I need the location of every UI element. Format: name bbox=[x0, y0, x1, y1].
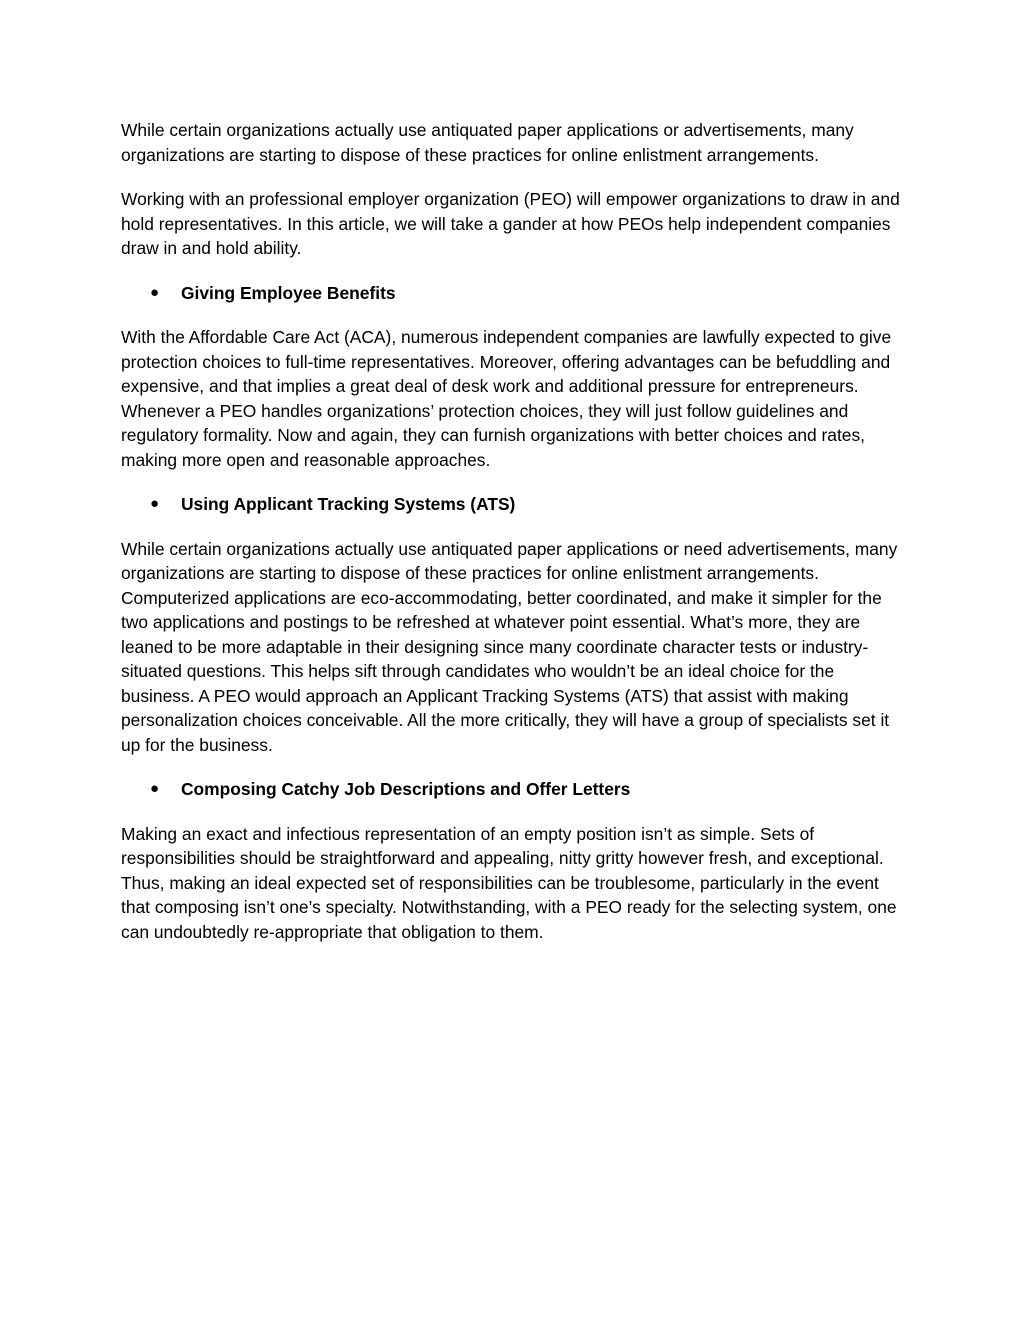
document-page bbox=[121, 118, 911, 964]
job-descriptions-paragraph: Making an exact and infectious representation of an empty position isn’t as simple. Sets of responsibilities should be straightforward and appealing, nitty gritty however fresh, and exceptional. Thus, making an ideal expected set of responsibilities can be troublesome, particularly in the event that composing isn’t one’s specialty. Notwithstanding, with a PEO ready for the selecting system, one can undoubtedly re-appropriate that obligation to them. bbox=[121, 823, 897, 942]
ats-paragraph: While certain organizations actually use antiquated paper applications or need advertisements, many organizations are starting to dispose of these practices for online enlistment arrangements. Computerized applications are eco-accommodating, better coordinated, and make it simpler for the two applications and postings to be refreshed at whatever point essential. What’s more, they are leaned to be more adaptable in their designing since many coordinate character tests or industry-situated questions. This helps sift through candidates who wouldn’t be an ideal choice for the business. A PEO would approach an Applicant Tracking Systems (ATS) that assist with making personalization choices conceivable. All the more critically, they will have a group of specialists set it up for the business. bbox=[121, 538, 898, 755]
heading-applicant-tracking bbox=[121, 492, 911, 517]
benefits-paragraph: With the Affordable Care Act (ACA), numerous independent companies are lawfully expected to give protection choices to full-time representatives. Moreover, offering advantages can be befuddling and expensive, and that implies a great deal of desk work and additional pressure for entrepreneurs. Whenever a PEO handles organizations’ protection choices, they will just follow guidelines and regulatory formality. Now and again, they can furnish organizations with better choices and rates, making more open and reasonable approaches. bbox=[121, 327, 892, 470]
bullet-icon: ● bbox=[150, 780, 160, 797]
intro-paragraph: While certain organizations actually use antiquated paper applications or advertisements, many organizations are starting to dispose of these practices for online enlistment arrangements. bbox=[121, 120, 854, 165]
bullet-icon: ● bbox=[150, 283, 160, 301]
heading-text: Giving Employee Benefits bbox=[181, 282, 396, 303]
heading-job-descriptions bbox=[121, 777, 911, 802]
peo-overview-paragraph: Working with an professional employer organization (PEO) will empower organizations to draw in and hold representatives. In this article, we will take a gander at how PEOs help independent companies draw in and hold ability. bbox=[121, 189, 900, 258]
heading-employee-benefits bbox=[121, 281, 911, 306]
heading-text: Using Applicant Tracking Systems (ATS) bbox=[181, 494, 516, 514]
heading-text: Composing Catchy Job Descriptions and Offer Letters bbox=[181, 779, 631, 799]
bullet-icon: ● bbox=[150, 495, 160, 512]
